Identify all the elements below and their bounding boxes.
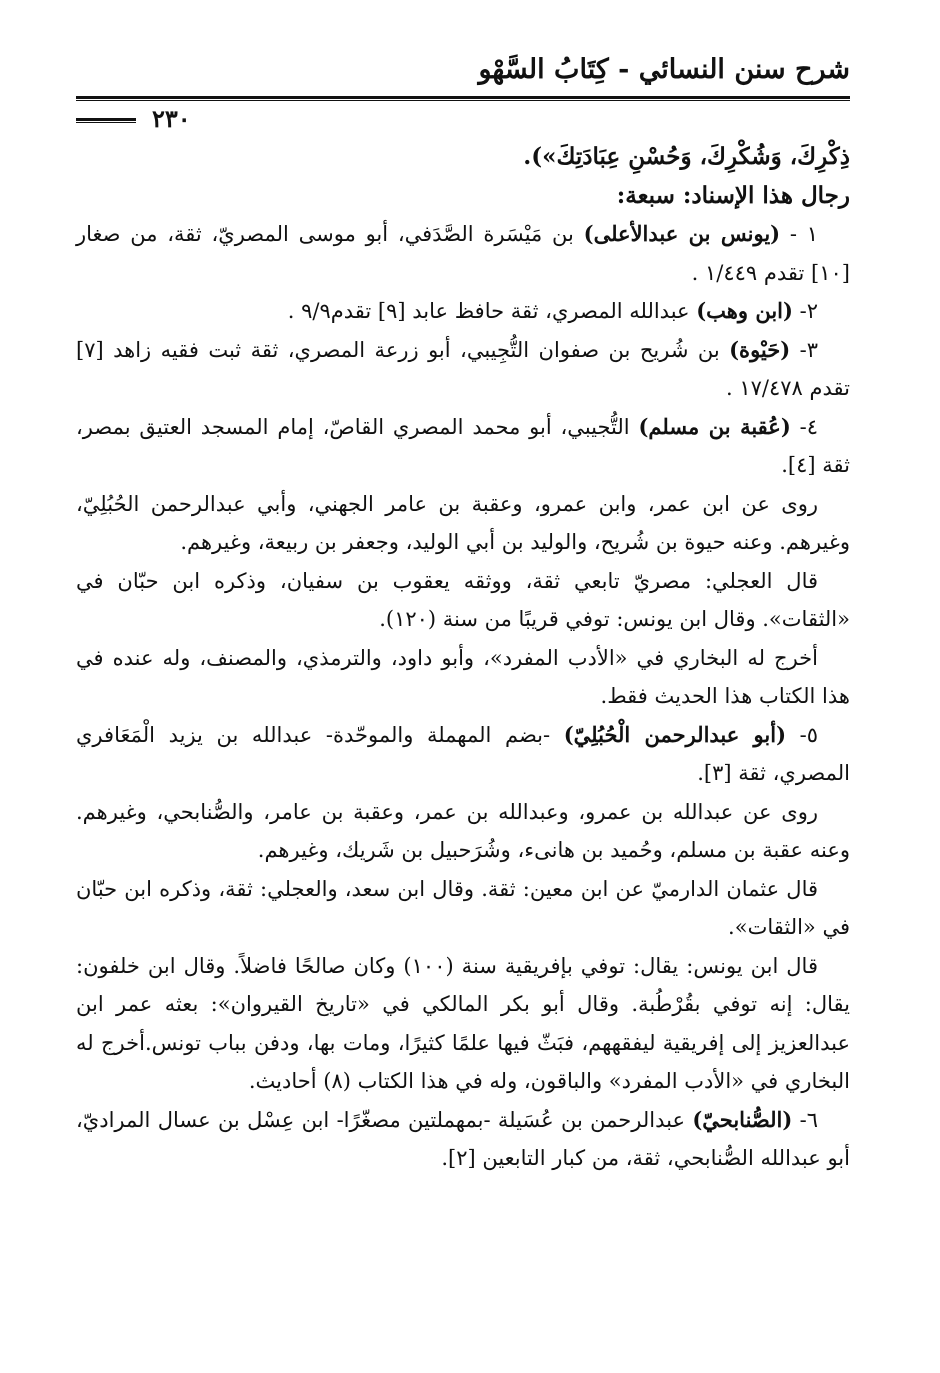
paragraph-bukhari: أخرج له البخاري في «الأدب المفرد»، وأبو داود، والترمذي، والمصنف، وله عنده في هذا الكتاب هذا الحديث فقط. [76, 645, 850, 708]
page-header [76, 40, 850, 133]
narrator-5 [76, 716, 850, 793]
narrator-number: ٥- [786, 722, 819, 747]
narrator-4 [76, 408, 850, 485]
narrator-details: عبدالله المصري، ثقة حافظ عابد [٩] تقدم٩/٩ . [287, 299, 697, 323]
narrator-details: بن شُريح بن صفوان التُّجِيبي، أبو زرعة المصري، ثقة ثبت فقيه زاهد [٧] تقدم ١٧/٤٧٨ . [76, 337, 850, 400]
paragraph-hadith-end: ذِكْرِكَ، وَشُكْرِكَ، وَحُسْنِ عِبَادَتِكَ»). [523, 143, 850, 170]
narrator-2 [76, 292, 850, 331]
running-title: شرح سنن النسائي - كِتَابُ السَّهْو [478, 54, 850, 85]
narrator-1 [76, 215, 850, 292]
narrator-name: (يونس بن عبدالأعلى) [583, 221, 781, 246]
narrator-details: بن مَيْسَرة الصَّدَفي، أبو موسى المصريّ، ثقة، من صغار [١٠] تقدم ١/٤٤٩ . [76, 222, 850, 285]
narrator-number: ٤- [790, 414, 818, 439]
narrator-3 [76, 331, 850, 408]
narrator-number: ١ - [780, 222, 819, 246]
section-heading-narrators: رجال هذا الإسناد: سبعة: [616, 181, 850, 209]
narrator-details: التُّجيبي، أبو محمد المصري القاصّ، إمام المسجد العتيق بمصر، ثقة [٤]. [76, 414, 850, 477]
narrator-name: (الصُّنابحيّ) [692, 1106, 793, 1132]
page-number-rule [76, 118, 136, 123]
narrator-name: (ابن وهب) [696, 298, 793, 323]
narrator-number: ٢- [792, 299, 818, 323]
narrator-details: -بضم المهملة والموحّدة- عبدالله بن يزيد الْمَعَافري المصري، ثقة [٣]. [76, 722, 850, 785]
header-double-rule [76, 96, 850, 101]
paragraph-ijli: قال العجلي: مصريّ تابعي ثقة، ووثقه يعقوب بن سفيان، وذكره ابن حبّان في «الثقات». وقال ابن يونس: توفي قريبًا من سنة (١٢٠). [76, 568, 850, 631]
narrator-name: (أبو عبدالرحمن الْحُبُلِيّ) [563, 721, 787, 747]
paragraph-narrated-from: روى عن ابن عمر، وابن عمرو، وعقبة بن عامر الجهني، وأبي عبدالرحمن الحُبُلِيّ، وغيرهم. وعنه حيوة بن شُريح، والوليد بن أبي الوليد، وجعفر بن ربيعة، وغيرهم. [76, 491, 850, 554]
page-number: ٢٣٠ [152, 104, 191, 133]
narrator-number: ٣- [790, 337, 818, 362]
page-body [76, 138, 850, 1178]
paragraph-narrated-from-2: روى عن عبدالله بن عمرو، وعبدالله بن عمر، وعقبة بن عامر، والصُّنابحي، وغيرهم. وعنه عقبة بن مسلم، وحُميد بن هانىء، وشُرَحبيل بن شَريك، وغيرهم. [76, 799, 850, 862]
narrator-name: (عُقبة بن مسلم) [638, 413, 791, 439]
narrator-name: (حَيْوة) [729, 336, 791, 362]
paragraph-darimi: قال عثمان الدارميّ عن ابن معين: ثقة. وقال ابن سعد، والعجلي: ثقة، وذكره ابن حبّان في «الثقات». [76, 876, 850, 939]
narrator-details: عبدالرحمن بن عُسَيلة -بمهملتين مصغّرًا- ابن عِسْل بن عسال المراديّ، أبو عبدالله الصُّنابحي، ثقة، من كبار التابعين [٢]. [76, 1107, 850, 1170]
narrator-number: ٦- [792, 1107, 819, 1132]
narrator-6 [76, 1101, 850, 1178]
paragraph-ibn-yunus: قال ابن يونس: يقال: توفي بإفريقية سنة (١٠٠) وكان صالحًا فاضلاً. وقال ابن خلفون: يقال: إنه توفي بقُرْطُبة. وقال أبو بكر المالكي في «تاريخ القيروان»: بعثه عمر ابن عبدالعزيز إلى إفريقية ليفقههم، فبَثّ فيها علمًا كثيرًا، ومات بها، ودفن بباب تونس.أخرج له البخاري في «الأدب المفرد» والباقون، وله في هذا الكتاب (٨) أحاديث. [76, 953, 850, 1093]
